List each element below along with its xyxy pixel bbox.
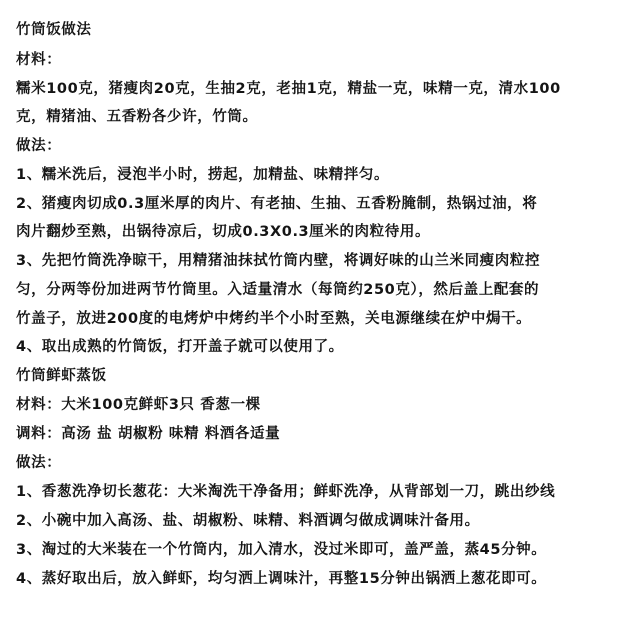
- recipe1-step-3-line-3: 竹盖子，放进200度的电烤炉中烤约半个小时至熟，关电源继续在炉中焗干。: [16, 311, 532, 327]
- recipe2-method-heading: 做法：: [16, 455, 62, 471]
- recipe2-seasoning: 调料：高汤 盐 胡椒粉 味精 料酒各适量: [16, 426, 281, 442]
- recipe1-ingredients-line-2: 克，精猪油、五香粉各少许，竹筒。: [16, 109, 258, 125]
- recipe1-step-3-line-2: 匀，分两等份加进两节竹筒里。入适量清水（每筒约250克），然后盖上配套的: [16, 282, 540, 298]
- recipe1-method-heading: 做法：: [16, 138, 62, 154]
- recipe1-title: 竹筒饭做法: [16, 22, 92, 38]
- recipe2-ingredients: 材料：大米100克鲜虾3只 香葱一棵: [16, 397, 261, 413]
- recipe2-title: 竹筒鲜虾蒸饭: [16, 368, 107, 384]
- recipe1-step-1: 1、糯米洗后，浸泡半小时，捞起，加精盐、味精拌匀。: [16, 167, 390, 183]
- recipe1-step-2-line-1: 2、猪瘦肉切成0.3厘米厚的肉片、有老抽、生抽、五香粉腌制，热锅过油，将: [16, 196, 538, 212]
- recipe1-step-4: 4、取出成熟的竹筒饭，打开盖子就可以使用了。: [16, 339, 344, 355]
- recipe2-step-4: 4、蒸好取出后，放入鲜虾，均匀洒上调味汁，再整15分钟出锅洒上葱花即可。: [16, 571, 547, 587]
- recipe1-step-3-line-1: 3、先把竹筒洗净晾干，用精猪油抹拭竹筒内壁，将调好味的山兰米同瘦肉粒控: [16, 253, 541, 269]
- recipe1-ingredients-line-1: 糯米100克，猪瘦肉20克，生抽2克，老抽1克，精盐一克，味精一克，清水100: [16, 81, 561, 97]
- recipe1-ingredients-heading: 材料：: [16, 52, 62, 68]
- recipe2-step-1: 1、香葱洗净切长葱花：大米淘洗干净备用；鲜虾洗净，从背部划一刀，跳出纱线: [16, 484, 556, 500]
- recipe2-step-2: 2、小碗中加入高汤、盐、胡椒粉、味精、料酒调匀做成调味汁备用。: [16, 513, 480, 529]
- recipe1-step-2-line-2: 肉片翻炒至熟，出锅待凉后，切成0.3X0.3厘米的肉粒待用。: [16, 224, 431, 240]
- recipe2-step-3: 3、淘过的大米装在一个竹筒内，加入清水，没过米即可，盖严盖，蒸45分钟。: [16, 542, 547, 558]
